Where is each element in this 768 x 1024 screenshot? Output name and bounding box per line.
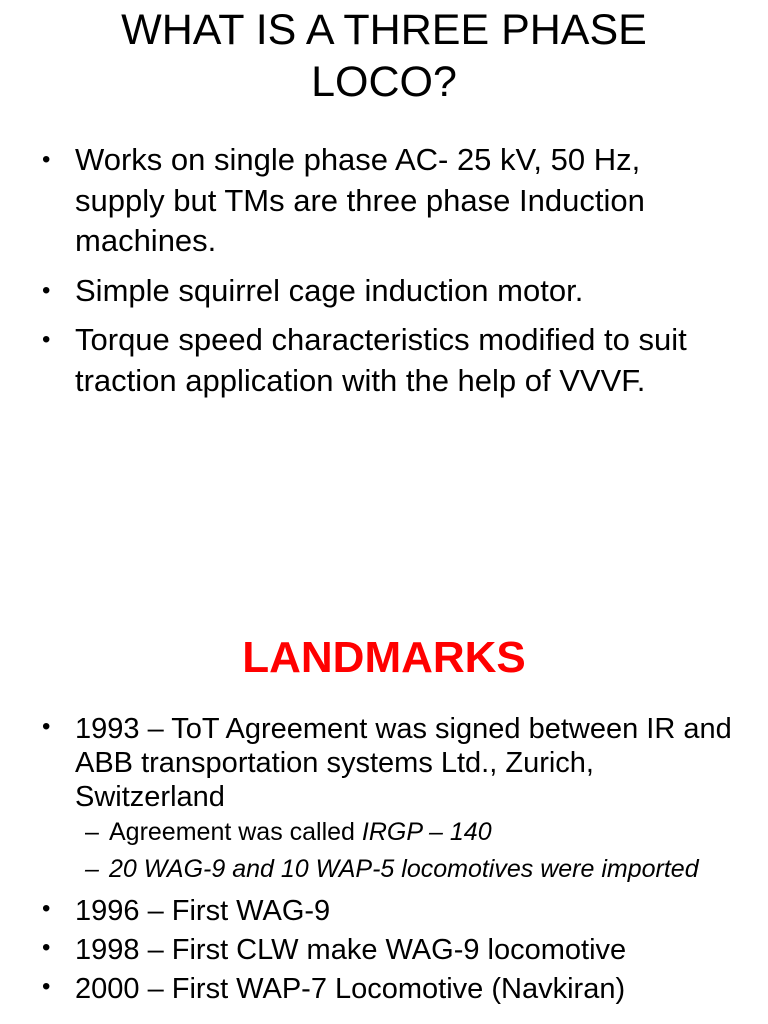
bullet-icon: • — [42, 713, 51, 740]
bullet-icon: • — [42, 973, 51, 1000]
landmark-text: 2000 – First WAP-7 Locomotive (Navkiran) — [75, 973, 626, 1005]
dash-icon: – — [85, 855, 99, 883]
bullet-icon: • — [42, 895, 51, 922]
bullet-item — [0, 140, 768, 262]
landmark-text: 1998 – First CLW make WAG-9 locomotive — [75, 934, 627, 966]
title-line-1: WHAT IS A THREE PHASE — [121, 6, 647, 54]
bullet-item — [0, 271, 768, 312]
bullet-text: Works on single phase AC- 25 kV, 50 Hz, supply but TMs are three phase Induction machines. — [75, 142, 645, 258]
sub-text: Agreement was called — [109, 818, 362, 846]
bullet-item — [0, 320, 768, 401]
bullet-icon: • — [42, 326, 51, 353]
sub-item — [75, 855, 738, 884]
bullet-icon: • — [42, 146, 51, 173]
landmarks-title: LANDMARKS — [242, 633, 526, 682]
slide-title — [0, 4, 768, 108]
landmark-item — [0, 933, 768, 967]
landmark-item — [0, 972, 768, 1006]
sub-list — [75, 818, 738, 884]
landmark-text: 1993 – ToT Agreement was signed between IR and ABB transportation systems Ltd., Zurich, Switzerland — [75, 713, 732, 813]
title-line-2: LOCO? — [311, 58, 457, 106]
sub-item — [75, 818, 738, 847]
dash-icon: – — [85, 818, 99, 846]
bullet-icon: • — [42, 934, 51, 961]
bullet-text: Torque speed characteristics modified to suit traction application with the help of VVVF. — [75, 322, 687, 398]
bullet-list — [0, 140, 768, 410]
landmark-item — [0, 712, 768, 884]
agreement-name: IRGP – 140 — [361, 818, 492, 846]
bullet-text: Simple squirrel cage induction motor. — [75, 272, 584, 308]
sub-text: 20 WAG-9 and 10 WAP-5 locomotives were imported — [109, 855, 699, 883]
landmarks-list — [0, 712, 768, 1011]
landmark-text: 1996 – First WAG-9 — [75, 895, 331, 927]
bullet-icon: • — [42, 276, 51, 304]
landmark-item — [0, 894, 768, 928]
